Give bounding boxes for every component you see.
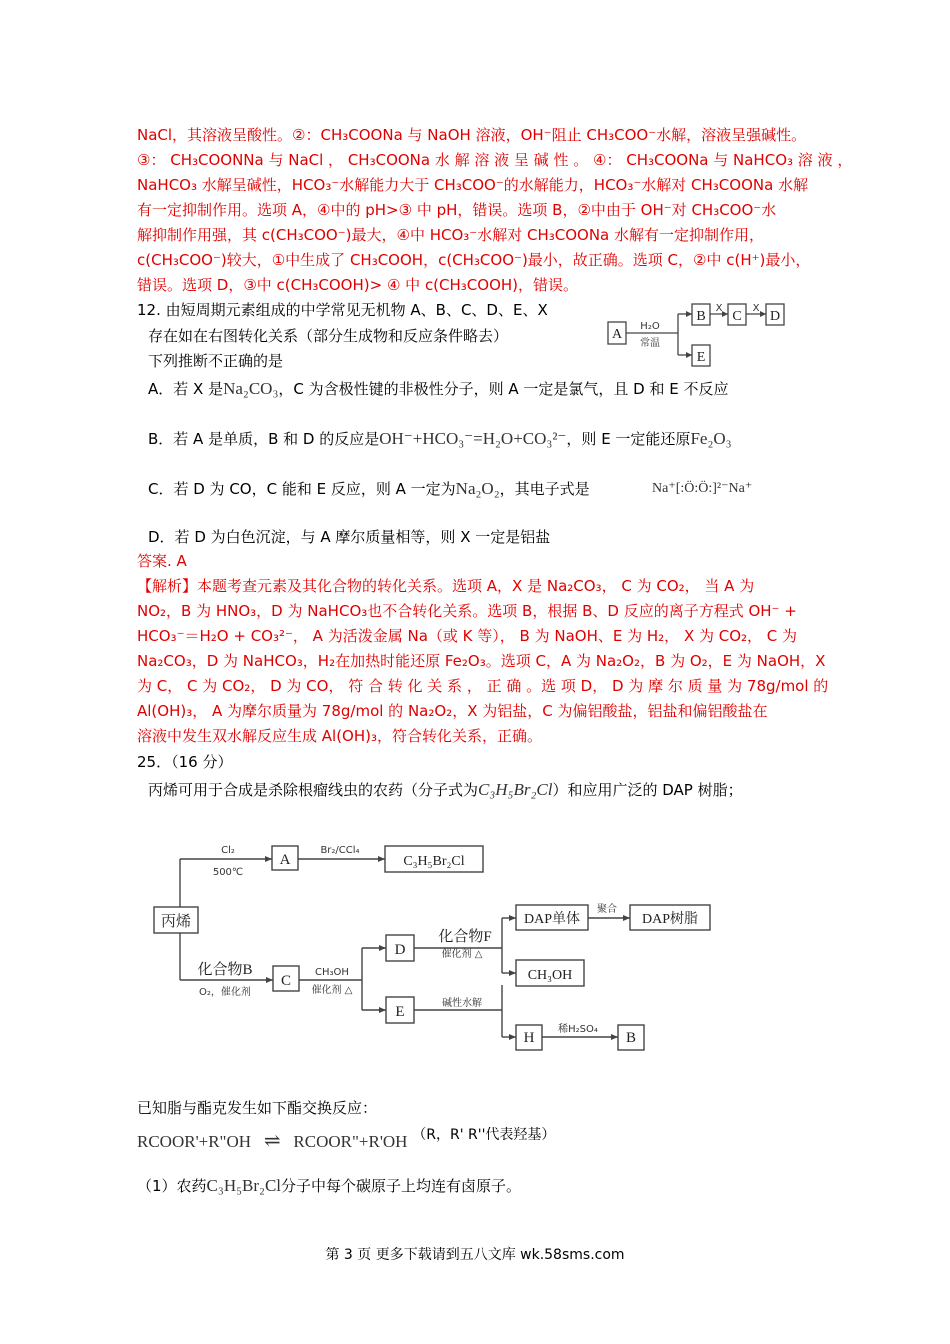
option-a-formula: Na₂CO₃ xyxy=(223,379,279,398)
q12-stem: 下列推断不正确的是 xyxy=(148,352,284,370)
flow-cl2: Cl₂ xyxy=(221,845,235,856)
q25-intro-formula: C₃H₅Br₂Cl xyxy=(478,780,553,799)
flow-ch3oh-top: CH₃OH xyxy=(315,967,349,978)
label-x1: X xyxy=(715,303,723,314)
node-B: B xyxy=(696,309,706,324)
flow-dil-h2so4: 稀H₂SO₄ xyxy=(558,1024,598,1035)
known-text: 已知脂与酯克发生如下酯交换反应： xyxy=(137,1099,378,1117)
q25-flow-diagram xyxy=(150,835,730,1060)
prev-explanation-line: NaHCO₃ 水解呈碱性，HCO₃⁻水解能力大于 CH₃COO⁻的水解能力，HCO₃⁻水解对 CH₃COONa 水解 xyxy=(137,176,809,194)
eq-left: RCOOR'+R"OH xyxy=(137,1132,252,1151)
flow-propene: 丙烯 xyxy=(160,914,192,930)
q25-intro-text: 丙烯可用于合成是杀除根瘤线虫的农药（分子式为 xyxy=(148,781,479,799)
option-b-formula-2: Fe₂O₃ xyxy=(690,429,732,448)
option-a-text-2: ，C 为含极性键的非极性分子，则 A 一定是氯气，且 D 和 E 不反应 xyxy=(278,380,729,398)
prev-explanation-line: NaCl，其溶液呈酸性。②：CH₃COONa 与 NaOH 溶液，OH⁻阻止 CH₃COO⁻水解，溶液呈强碱性。 xyxy=(137,126,807,144)
option-a-text: A．若 X 是 xyxy=(148,380,224,398)
option-c-formula: Na₂O₂ xyxy=(455,479,500,498)
flow-H: H xyxy=(523,1030,535,1046)
q12-stem: 存在如在右图转化关系（部分生成物和反应条件略去） xyxy=(148,327,509,345)
flow-ch3oh: CH₃OH xyxy=(527,968,573,983)
flow-o2cat: O₂，催化剂 xyxy=(199,987,251,998)
eq-right: RCOOR"+R'OH xyxy=(293,1132,408,1151)
option-b xyxy=(148,428,732,450)
flow-dap-monomer: DAP单体 xyxy=(523,912,581,927)
node-E: E xyxy=(696,350,706,365)
electron-formula: Na⁺[:Ö:Ö:]²⁻Na⁺ xyxy=(652,481,753,496)
option-b-text-2: ，则 E 一定能还原 xyxy=(566,430,691,448)
prev-explanation-line: ③： CH₃COONNa 与 NaCl ， CH₃COONa 水 解 溶 液 呈 碱 性 。 ④： CH₃COONa 与 NaHCO₃ 溶 液 ， xyxy=(137,151,853,169)
flow-cat-heat: 催化剂 △ xyxy=(311,985,353,996)
part1-text: （1）农药 xyxy=(137,1177,207,1195)
q25-header: 25．（16 分） xyxy=(137,753,233,771)
option-a xyxy=(148,378,729,400)
node-A: A xyxy=(611,327,623,342)
label-x2: X xyxy=(752,303,760,314)
option-c-text-2: ，其电子式是 xyxy=(499,480,590,498)
prev-explanation-line: 错误。选项 D，③中 c(CH₃COOH)> ④ 中 c(CH₃COOH)，错误。 xyxy=(137,276,579,294)
option-d: D．若 D 为白色沉淀，与 A 摩尔质量相等，则 X 一定是铝盐 xyxy=(148,528,551,546)
answer: 答案. A xyxy=(137,552,187,570)
prev-explanation-line: 解抑制作用强，其 c(CH₃COO⁻)最大，④中 HCO₃⁻水解对 CH₃COONa 水解有一定抑制作用， xyxy=(137,226,764,244)
q25-intro xyxy=(148,779,743,801)
node-D: D xyxy=(769,309,781,324)
option-b-text: B．若 A 是单质，B 和 D 的反应是 xyxy=(148,430,380,448)
flow-C: C xyxy=(280,973,292,989)
flow-alk-hyd: 碱性水解 xyxy=(442,998,482,1009)
flow-br2: Br₂/CCl₄ xyxy=(320,845,360,856)
label-cond: 常温 xyxy=(640,338,660,349)
analysis-line: Na₂CO₃，D 为 NaHCO₃，H₂在加热时能还原 Fe₂O₃。选项 C，A 为 Na₂O₂，B 为 O₂，E 为 NaOH，X xyxy=(137,652,826,670)
flow-polym: 聚合 xyxy=(597,904,617,915)
prev-explanation-line: c(CH₃COO⁻)较大，①中生成了 CH₃COOH，c(CH₃COO⁻)最小，故正确。选项 C，②中 c(H⁺)最小， xyxy=(137,251,811,269)
ester-exchange-equation xyxy=(137,1127,556,1154)
flow-c3h5br2cl: C₃H₅Br₂Cl xyxy=(403,854,465,869)
flow-B: B xyxy=(625,1030,637,1046)
analysis-line: 溶液中发生双水解反应生成 Al(OH)₃，符合转化关系，正确。 xyxy=(137,727,543,745)
node-C: C xyxy=(732,309,742,324)
flow-dap-resin: DAP树脂 xyxy=(641,912,699,927)
page-footer: 第 3 页 更多下载请到五八文库 wk.58sms.com xyxy=(325,1247,625,1263)
flow-A: A xyxy=(279,852,291,868)
analysis-line: 为 C， C 为 CO₂， D 为 CO， 符 合 转 化 关 系 ， 正 确 。选 项 D， D 为 摩 尔 质 量 为 78g/mol 的 xyxy=(137,677,829,695)
analysis-line: HCO₃⁻＝H₂O + CO₃²⁻， A 为活泼金属 Na（或 K 等）， B 为 NaOH、E 为 H₂， X 为 CO₂， C 为 xyxy=(137,627,798,645)
part1-formula: C₃H₅Br₂Cl xyxy=(206,1176,282,1195)
analysis-line: 【解析】本题考查元素及其化合物的转化关系。选项 A，X 是 Na₂CO₃， C 为 CO₂， 当 A 为 xyxy=(137,577,755,595)
label-h2o: H₂O xyxy=(640,321,660,332)
analysis-line: NO₂，B 为 HNO₃，D 为 NaHCO₃也不合转化关系。选项 B，根据 B、D 反应的离子方程式 OH⁻ + xyxy=(137,602,797,620)
part1-text-2: 分子中每个碳原子上均连有卤原子。 xyxy=(281,1177,522,1195)
eq-arrow: ⇌ xyxy=(263,1130,281,1152)
q25-intro-text-2: ）和应用广泛的 DAP 树脂； xyxy=(552,781,743,799)
option-c-text: C．若 D 为 CO，C 能和 E 反应，则 A 一定为 xyxy=(148,480,456,498)
flow-E: E xyxy=(395,1004,405,1020)
flow-compound-b: 化合物B xyxy=(197,962,253,978)
flow-D: D xyxy=(394,942,406,958)
eq-note: （R，R' R''代表羟基） xyxy=(412,1127,556,1143)
flow-cat-heat2: 催化剂 △ xyxy=(441,949,483,960)
option-b-formula: OH⁻+HCO₃⁻=H₂O+CO₃²⁻ xyxy=(379,429,567,448)
flow-500c: 500℃ xyxy=(212,867,244,878)
q25-part1 xyxy=(137,1175,521,1197)
analysis-line: Al(OH)₃， A 为摩尔质量为 78g/mol 的 Na₂O₂，X 为铝盐，C 为偏铝酸盐，铝盐和偏铝酸盐在 xyxy=(137,702,768,720)
q12-transformation-diagram xyxy=(600,300,800,370)
option-c xyxy=(148,478,590,500)
flow-compound-f: 化合物F xyxy=(438,929,492,945)
prev-explanation-line: 有一定抑制作用。选项 A，④中的 pH>③ 中 pH，错误。选项 B，②中由于 OH⁻对 CH₃COO⁻水 xyxy=(137,201,777,219)
q12-stem: 12. 由短周期元素组成的中学常见无机物 A、B、C、D、E、X xyxy=(137,301,548,319)
